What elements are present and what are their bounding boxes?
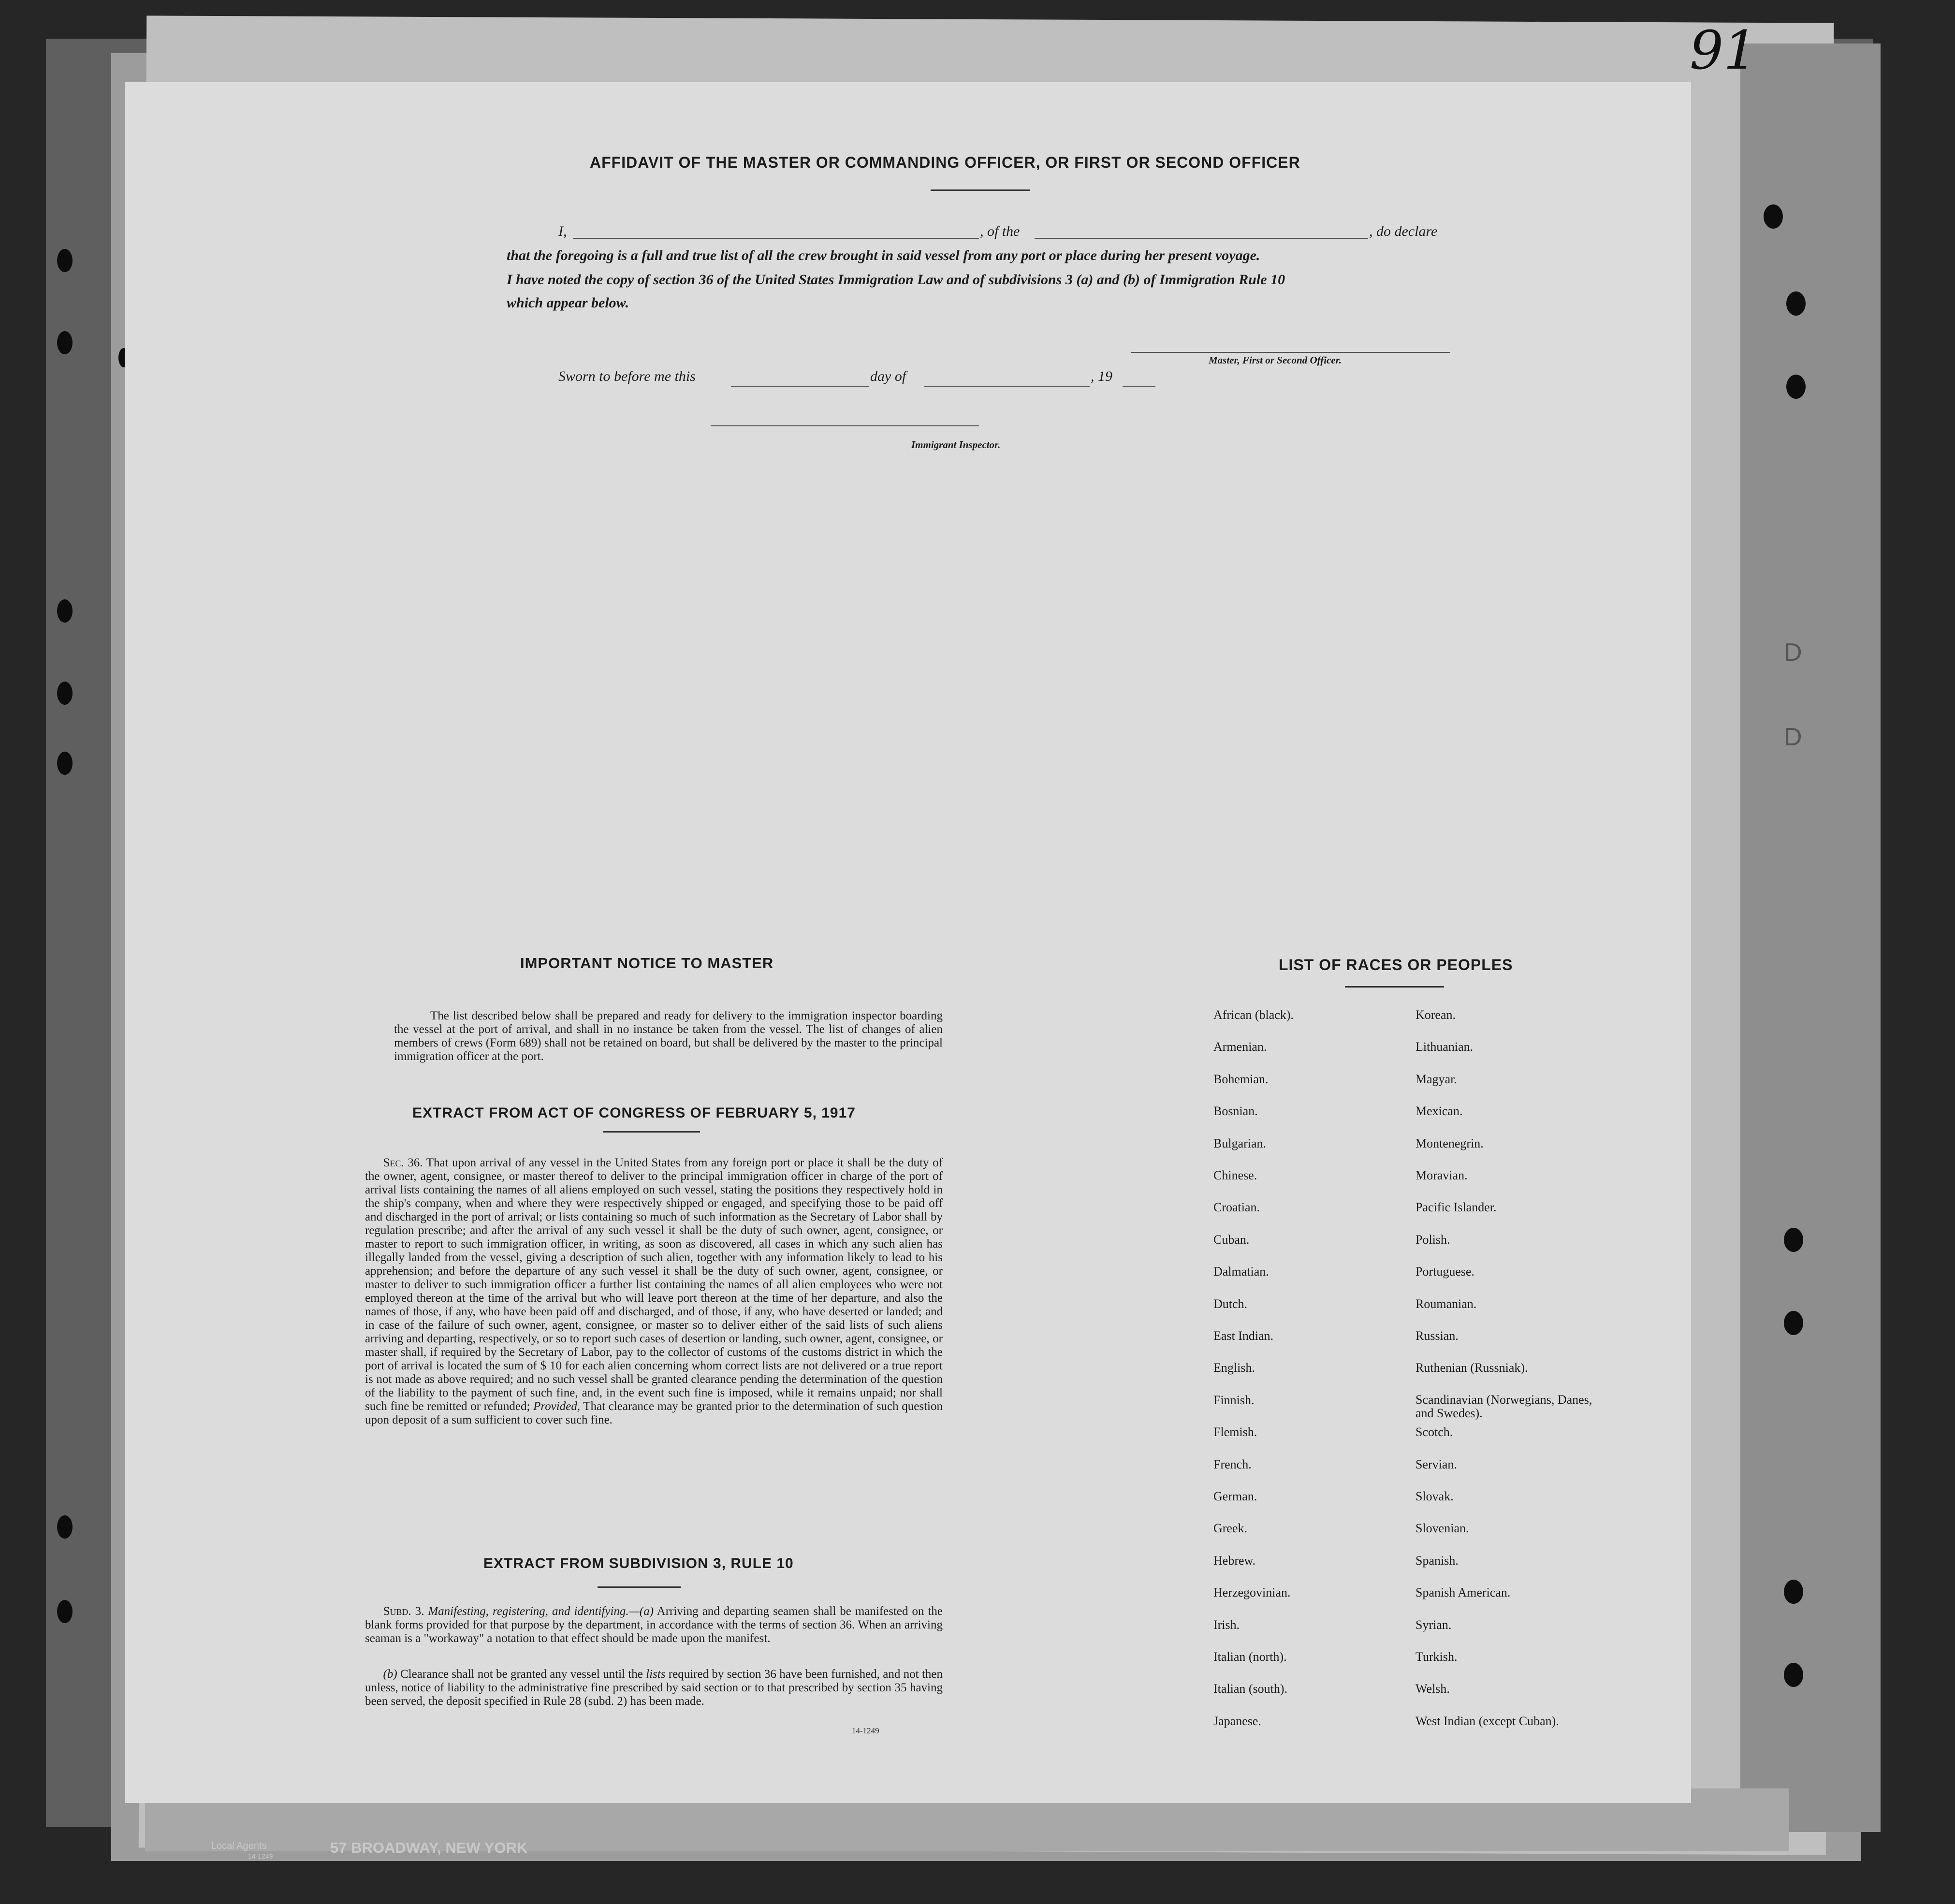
race-item: Ruthenian (Russniak). — [1415, 1361, 1528, 1375]
binder-hole — [1784, 1311, 1803, 1335]
para-b-2: required by section 36 have been furnished, and not then unless, notice of liability to the administrative fine prescribed by said section or to that prescribed by section 35 having been served, the deposit specified in Rule 28 (subd. 2) has been made. — [365, 1668, 943, 1708]
race-item: Armenian. — [1213, 1040, 1267, 1054]
binder-hole — [57, 249, 73, 272]
name-blank — [573, 238, 979, 239]
race-item: Servian. — [1415, 1457, 1457, 1471]
race-item: Herzegovinian. — [1213, 1585, 1291, 1600]
race-item: English. — [1213, 1361, 1255, 1375]
race-item: Bosnian. — [1213, 1104, 1258, 1119]
binder-hole — [1786, 291, 1806, 316]
binder-hole — [1784, 1228, 1803, 1252]
provided-label: Provided, — [533, 1400, 581, 1413]
race-item: Dutch. — [1213, 1296, 1248, 1311]
race-item: Syrian. — [1415, 1617, 1452, 1632]
race-item: Scandinavian (Norwegians, Danes, and Swedes). — [1415, 1392, 1592, 1420]
binder-hole — [1764, 204, 1783, 229]
signature-caption: Master, First or Second Officer. — [1209, 354, 1342, 366]
sec-label: Sec. 36. — [383, 1156, 423, 1169]
punch-mark: D — [1784, 639, 1802, 667]
affidavit-i: I, — [558, 223, 567, 239]
day-blank — [731, 386, 869, 387]
punch-mark: D — [1784, 723, 1802, 751]
para-b-lists: lists — [646, 1668, 666, 1681]
race-item: Cuban. — [1213, 1232, 1250, 1247]
race-item: Flemish. — [1213, 1425, 1257, 1439]
race-item: Montenegrin. — [1415, 1136, 1484, 1150]
year-prefix: , 19 — [1091, 368, 1112, 384]
act-body-end: That clearance may be granted prior to the determination of such question upon deposit of a sum sufficient to cover such fine. — [365, 1400, 943, 1426]
binder-hole — [57, 331, 73, 354]
act-title: EXTRACT FROM ACT OF CONGRESS OF FEBRUARY 5, 1917 — [412, 1105, 856, 1121]
form-number: 14-1249 — [852, 1726, 879, 1735]
day-of-text: day of — [870, 368, 906, 384]
race-item: Dalmatian. — [1213, 1264, 1269, 1279]
race-item: Bohemian. — [1213, 1072, 1269, 1086]
affidavit-title: AFFIDAVIT OF THE MASTER OR COMMANDING OFFICER, OR FIRST OR SECOND OFFICER — [590, 154, 1300, 171]
race-item: Italian (south). — [1213, 1682, 1288, 1696]
binder-hole — [57, 1515, 73, 1539]
race-item: East Indian. — [1213, 1329, 1274, 1343]
race-item: Polish. — [1415, 1232, 1450, 1247]
affidavit-body: which appear below. — [507, 295, 629, 311]
affidavit-do-declare: , do declare — [1369, 223, 1438, 239]
race-item: Korean. — [1415, 1008, 1456, 1022]
races-title: LIST OF RACES OR PEOPLES — [1279, 956, 1513, 974]
race-item: Welsh. — [1415, 1682, 1450, 1696]
race-item: Hebrew. — [1213, 1553, 1256, 1568]
title-underline — [931, 189, 1030, 191]
act-underline — [603, 1131, 700, 1133]
race-item: Chinese. — [1213, 1168, 1257, 1182]
race-item: Scotch. — [1415, 1425, 1453, 1439]
race-item: Croatian. — [1213, 1200, 1260, 1215]
binder-hole — [1784, 1580, 1803, 1604]
race-item: Spanish American. — [1415, 1585, 1511, 1600]
race-item: Irish. — [1213, 1617, 1240, 1632]
subd-heading: Manifesting, registering, and identifying.—(a) — [428, 1605, 654, 1618]
rule-title: EXTRACT FROM SUBDIVISION 3, RULE 10 — [483, 1555, 794, 1571]
race-item: German. — [1213, 1489, 1257, 1503]
inspector-caption: Immigrant Inspector. — [911, 439, 1001, 451]
subd-label: Subd. 3. — [383, 1605, 424, 1618]
notice-text: The list described below shall be prepared and ready for delivery to the immigration inspector boarding the vessel at the port of arrival, and shall in no instance be taken from the vessel. The list of changes of alien members of crews (Form 689) shall not be retained on board, but shall be delivered by the master to the principal immigration officer at the port. — [394, 1009, 943, 1063]
rule-text-b — [365, 1668, 943, 1708]
race-item: French. — [1213, 1457, 1252, 1471]
notice-title: IMPORTANT NOTICE TO MASTER — [520, 955, 774, 972]
race-item: Spanish. — [1415, 1553, 1459, 1568]
rule-text — [365, 1605, 943, 1645]
binder-hole — [57, 752, 73, 775]
affidavit-body: that the foregoing is a full and true list of all the crew brought in said vessel from any port or place during her present voyage. — [507, 247, 1260, 263]
race-item: Bulgarian. — [1213, 1136, 1267, 1150]
race-item: Mexican. — [1415, 1104, 1463, 1119]
race-item: Slovak. — [1415, 1489, 1454, 1503]
local-agents-form: 14-1249 — [248, 1852, 273, 1860]
rule-underline — [598, 1586, 681, 1588]
month-blank — [924, 386, 1090, 387]
para-a: Arriving and departing seamen shall be manifested on the blank forms provided for that purpose by the department, in accordance with the terms of section 36. When an arriving seaman is a "workaway" a notation to that effect should be made upon the manifest. — [365, 1605, 943, 1645]
year-blank — [1123, 386, 1155, 387]
race-item: Japanese. — [1213, 1714, 1261, 1728]
binder-hole — [1784, 1663, 1803, 1687]
race-item: Magyar. — [1415, 1072, 1457, 1086]
affidavit-body: I have noted the copy of section 36 of the United States Immigration Law and of subdivisions 3 (a) and (b) of Immigration Rule 10 — [507, 272, 1285, 288]
race-item: Finnish. — [1213, 1393, 1255, 1407]
binder-hole — [1786, 375, 1806, 399]
race-item: Greek. — [1213, 1521, 1248, 1536]
affidavit-of-the: , of the — [980, 223, 1020, 239]
race-item: Turkish. — [1415, 1650, 1458, 1664]
act-text — [365, 1156, 943, 1427]
race-item: Lithuanian. — [1415, 1040, 1474, 1054]
race-item: West Indian (except Cuban). — [1415, 1714, 1559, 1728]
binder-hole — [57, 1600, 73, 1623]
footer-address: 57 BROADWAY, NEW YORK — [330, 1839, 528, 1856]
binder-hole — [57, 682, 73, 705]
race-item: Portuguese. — [1415, 1264, 1475, 1279]
signature-line — [1131, 352, 1450, 353]
race-item: Italian (north). — [1213, 1650, 1287, 1664]
race-item: Slovenian. — [1415, 1521, 1469, 1536]
race-item: Russian. — [1415, 1329, 1459, 1343]
binder-hole — [57, 599, 73, 623]
race-item: African (black). — [1213, 1008, 1294, 1022]
act-body: That upon arrival of any vessel in the United States from any foreign port or place it shall be the duty of the owner, agent, consignee, or master thereof to deliver to the principal immigration officer in charge of the port of arrival lists containing the names of all aliens employed on such vessel, stating the positions they respectively hold in the ship's company, when and where they were respectively shipped or engaged, and specifying those to be paid off and discharged in the port of arrival; or lists containing so much of such information as the Secretary of Labor shall by regulation prescribe; and after the arrival of any such vessel it shall be the duty of such owner, agent, consignee, or master to report to such immigration officer, in writing, as soon as discovered, all cases in which any such alien has illegally landed from the vessel, giving a description of such alien, together with any information likely to lead to his apprehension; and before the departure of any such vessel it shall be the duty of such owner, agent, consignee, or master to deliver to such immigration officer a further list containing the names of all alien employees who were not employed thereon at the time of the arrival but who will leave port thereon at the time of her departure, and also the names of those, if any, who have been paid off and discharged, and of those, if any, who have deserted or landed; and in case of the failure of such owner, agent, consignee, or master so to deliver either of the said lists of such aliens arriving and departing, respectively, or so to report such cases of desertion or landing, such owner, agent, consignee, or master shall, if required by the Secretary of Labor, pay to the collector of customs of the customs district in which the port of arrival is located the sum of $ 10 for each alien concerning whom correct lists are not delivered or a true report is not made as above required; and no such vessel shall be granted clearance pending the determination of the question of the liability to the payment of such fine, and, in the event such fine is imposed, while it remains unpaid; nor shall such fine be remitted or refunded; — [365, 1156, 943, 1413]
race-item: Moravian. — [1415, 1168, 1468, 1182]
local-agents-label: Local Agents — [211, 1841, 267, 1851]
page-number-stamp: 91 — [1690, 19, 1757, 81]
sworn-text: Sworn to before me this — [558, 368, 696, 384]
inspector-line — [711, 425, 979, 426]
vessel-blank — [1035, 238, 1368, 239]
para-b-label: (b) — [383, 1668, 397, 1681]
races-underline — [1345, 986, 1444, 988]
para-b-1: Clearance shall not be granted any vessel until the — [400, 1668, 643, 1681]
race-item: Pacific Islander. — [1415, 1200, 1497, 1215]
race-item: Roumanian. — [1415, 1296, 1477, 1311]
